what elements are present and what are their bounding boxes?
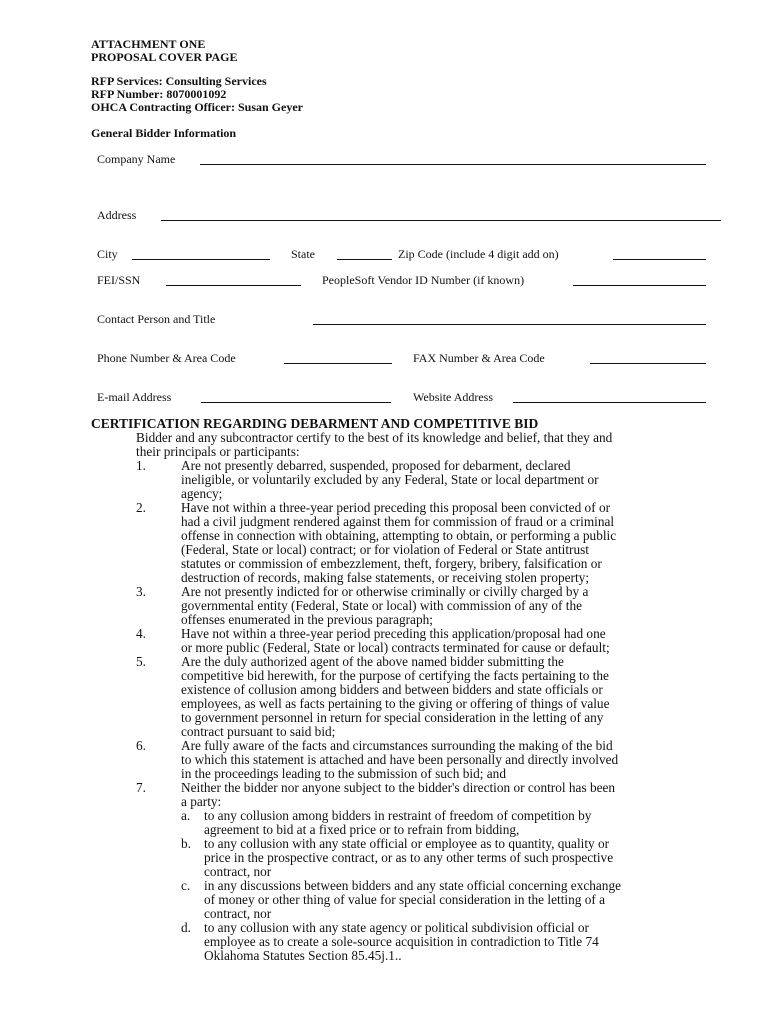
email-field[interactable]	[201, 402, 391, 403]
contracting-officer: OHCA Contracting Officer: Susan Geyer	[91, 100, 303, 114]
item-number: 1.	[136, 458, 146, 473]
subitem-line: to any collusion with any state official or employee as to quantity, quality or	[204, 836, 610, 851]
rfp-services: RFP Services: Consulting Services	[91, 74, 267, 88]
item-line: or more public (Federal, State or local) contracts terminated for cause or default;	[181, 640, 610, 655]
item-line: offenses enumerated in the previous paragraph;	[181, 612, 433, 627]
fax-label: FAX Number & Area Code	[413, 351, 545, 365]
item-line: Are not presently indicted for or otherwise criminally or civilly charged by a	[181, 584, 589, 599]
item-line: contract pursuant to said bid;	[181, 724, 336, 739]
state-field[interactable]	[337, 259, 392, 260]
item-number: 4.	[136, 626, 146, 641]
company-name-field[interactable]	[200, 164, 706, 165]
subitem-line: price in the prospective contract, or as to any other terms of such prospective	[204, 850, 614, 865]
attachment-title: ATTACHMENT ONE	[91, 37, 206, 51]
website-label: Website Address	[413, 390, 494, 404]
item-number: 7.	[136, 780, 146, 795]
item-line: Are fully aware of the facts and circumstances surrounding the making of the bid	[181, 738, 613, 753]
item-line: ineligible, or voluntarily excluded by any Federal, State or local department or	[181, 472, 599, 487]
website-field[interactable]	[513, 402, 706, 403]
item-line: Have not within a three-year period preceding this proposal been convicted of or	[181, 500, 611, 515]
subitem-letter: c.	[181, 878, 191, 893]
item-number: 2.	[136, 500, 146, 515]
cover-page-title: PROPOSAL COVER PAGE	[91, 50, 238, 64]
item-line: employees, as well as facts pertaining to the giving or offering of things of value	[181, 696, 610, 711]
zip-label: Zip Code (include 4 digit add on)	[398, 247, 559, 261]
subitem-line: Oklahoma Statutes Section 85.45j.1..	[204, 948, 402, 963]
item-line: a party:	[181, 794, 222, 809]
subitem-letter: a.	[181, 808, 191, 823]
item-line: existence of collusion among bidders and between bidders and state officials or	[181, 682, 603, 697]
address-field[interactable]	[161, 220, 721, 221]
contact-label: Contact Person and Title	[97, 312, 216, 326]
rfp-number: RFP Number: 8070001092	[91, 87, 227, 101]
item-line: statutes or commission of embezzlement, theft, forgery, bribery, falsification or	[181, 556, 602, 571]
phone-field[interactable]	[284, 363, 392, 364]
item-line: to which this statement is attached and have been personally and directly involved	[181, 752, 619, 767]
item-line: competitive bid herewith, for the purpose of certifying the facts pertaining to the	[181, 668, 609, 683]
contact-field[interactable]	[313, 324, 706, 325]
subitem-line: employee as to create a sole-source acquisition in contradiction to Title 74	[204, 934, 599, 949]
item-line: Have not within a three-year period preceding this application/proposal had one	[181, 626, 606, 641]
subitem-line: to any collusion with any state agency or political subdivision official or	[204, 920, 589, 935]
item-number: 3.	[136, 584, 146, 599]
item-number: 6.	[136, 738, 146, 753]
item-line: Neither the bidder nor anyone subject to the bidder's direction or control has been	[181, 780, 616, 795]
city-label: City	[97, 247, 118, 261]
phone-label: Phone Number & Area Code	[97, 351, 236, 365]
fei-ssn-field[interactable]	[166, 285, 301, 286]
item-line: had a civil judgment rendered against them for commission of fraud or a criminal	[181, 514, 615, 529]
item-line: offense in connection with obtaining, attempting to obtain, or performing a public	[181, 528, 617, 543]
fei-ssn-label: FEI/SSN	[97, 273, 141, 287]
intro-line: their principals or participants:	[136, 444, 300, 459]
state-label: State	[291, 247, 315, 261]
intro-line: Bidder and any subcontractor certify to the best of its knowledge and belief, that they and	[136, 430, 613, 445]
certification-title: CERTIFICATION REGARDING DEBARMENT AND COMPETITIVE BID	[91, 416, 539, 431]
subitem-line: of money or other thing of value for special consideration in the letting of a	[204, 892, 606, 907]
item-line: destruction of records, making false statements, or receiving stolen property;	[181, 570, 590, 585]
item-number: 5.	[136, 654, 146, 669]
subitem-line: contract, nor	[204, 906, 272, 921]
city-field[interactable]	[132, 259, 270, 260]
item-line: agency;	[181, 486, 223, 501]
zip-field[interactable]	[613, 259, 706, 260]
subitem-letter: d.	[181, 920, 191, 935]
subitem-line: agreement to bid at a fixed price or to refrain from bidding,	[204, 822, 520, 837]
item-line: Are the duly authorized agent of the above named bidder submitting the	[181, 654, 564, 669]
item-line: Are not presently debarred, suspended, proposed for debarment, declared	[181, 458, 571, 473]
email-label: E-mail Address	[97, 390, 172, 404]
fax-field[interactable]	[590, 363, 706, 364]
item-line: governmental entity (Federal, State or local) with commission of any of the	[181, 598, 583, 613]
address-label: Address	[97, 208, 137, 222]
subitem-line: to any collusion among bidders in restraint of freedom of competition by	[204, 808, 592, 823]
company-name-label: Company Name	[97, 152, 176, 166]
vendor-id-label: PeopleSoft Vendor ID Number (if known)	[322, 273, 525, 287]
section-title: General Bidder Information	[91, 126, 237, 140]
vendor-id-field[interactable]	[573, 285, 706, 286]
subitem-line: contract, nor	[204, 864, 272, 879]
item-line: (Federal, State or local) contract; or for violation of Federal or State antitrust	[181, 542, 590, 557]
subitem-letter: b.	[181, 836, 191, 851]
subitem-line: in any discussions between bidders and any state official concerning exchange	[204, 878, 621, 893]
item-line: in the proceedings leading to the submission of such bid; and	[181, 766, 506, 781]
item-line: to government personnel in return for special consideration in the letting of any	[181, 710, 604, 725]
